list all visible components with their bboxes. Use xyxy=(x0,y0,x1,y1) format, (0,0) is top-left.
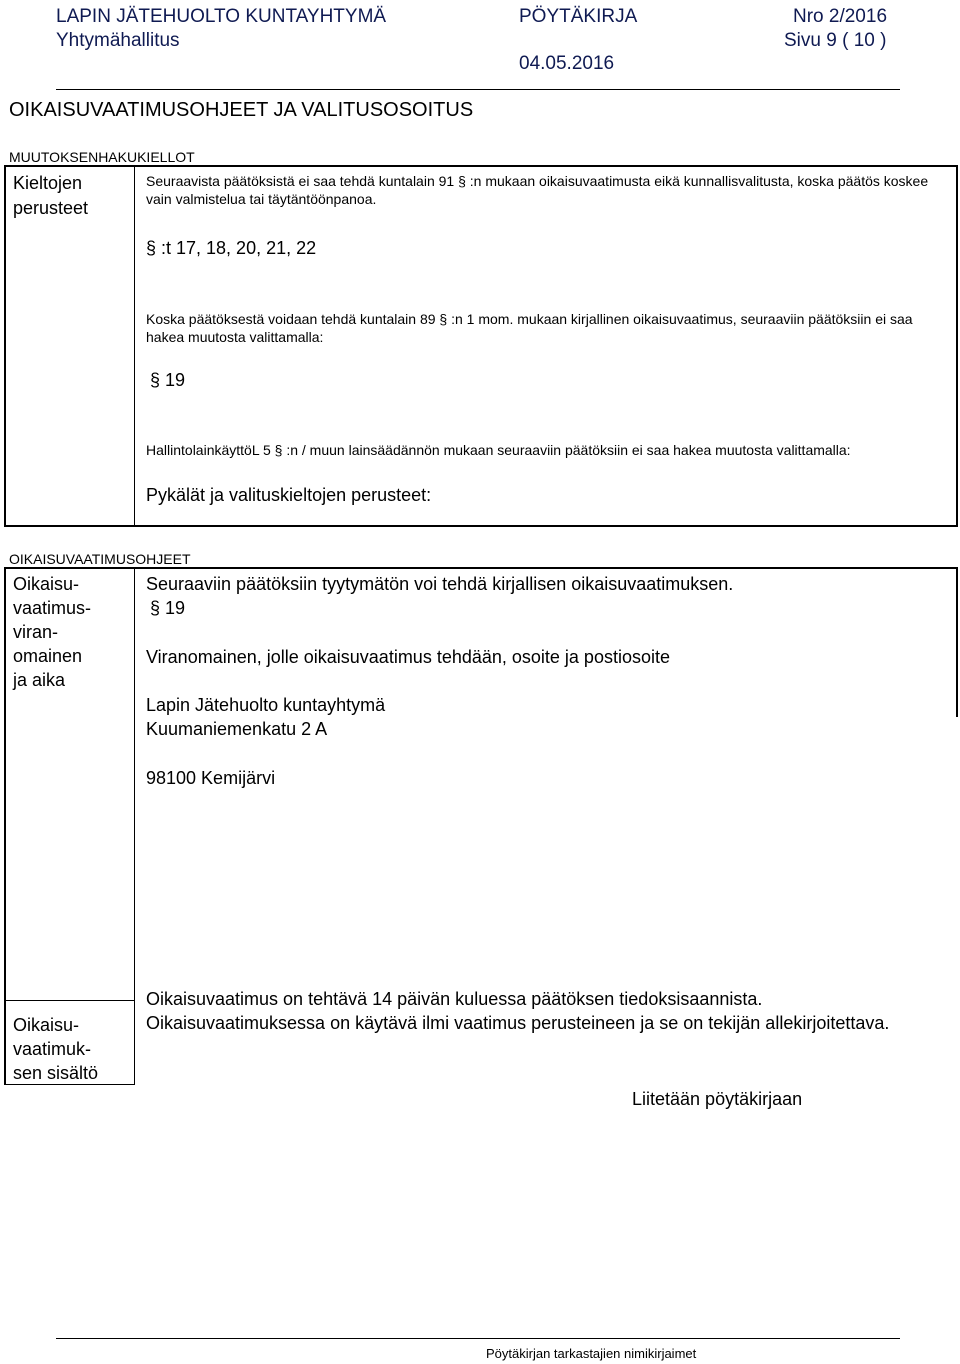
instructions-side-label-1-line-3: viran- xyxy=(13,622,59,642)
instructions-row-divider xyxy=(4,1000,135,1001)
document-number: Nro 2/2016 xyxy=(793,6,888,27)
instructions-side-label-2-line-2: vaatimuk- xyxy=(13,1039,92,1059)
restrictions-box xyxy=(4,165,958,527)
restrictions-heading: MUUTOKSENHAKUKIELLOT xyxy=(9,149,195,165)
document-date: 04.05.2016 xyxy=(519,53,615,74)
instructions-side-label-1-line-5: ja aika xyxy=(13,670,66,690)
instructions-line-2: § 19 xyxy=(150,598,186,618)
signature-label: Pöytäkirjan tarkastajien nimikirjaimet xyxy=(486,1346,697,1361)
restrictions-column-divider xyxy=(134,167,135,525)
instructions-right-border xyxy=(956,567,958,717)
instructions-column-divider xyxy=(134,569,135,1085)
attach-note: Liitetään pöytäkirjaan xyxy=(632,1089,803,1109)
content-paragraph-1: Oikaisuvaatimus on tehtävä 14 päivän kuluessa päätöksen tiedoksisaannista. xyxy=(146,989,763,1009)
page-number: Sivu 9 ( 10 ) xyxy=(784,30,887,51)
instructions-line-3: Viranomainen, jolle oikaisuvaatimus tehdään, osoite ja postiosoite xyxy=(146,647,670,667)
address-line-3: 98100 Kemijärvi xyxy=(146,768,276,788)
address-line-1: Lapin Jätehuolto kuntayhtymä xyxy=(146,695,386,715)
restrictions-side-label-2: perusteet xyxy=(13,198,89,218)
instructions-left-border xyxy=(4,567,6,1085)
organization-name: LAPIN JÄTEHUOLTO KUNTAYHTYMÄ xyxy=(56,6,387,27)
restrictions-paragraph-1: Seuraavista päätöksistä ei saa tehdä kuntalain 91 § :n mukaan oikaisuvaatimusta eikä kunnallisvalitusta, koska päätös koskee vain valmistelua tai täytäntöönpanoa. xyxy=(146,173,929,207)
instructions-side-label-2-line-1: Oikaisu- xyxy=(13,1015,80,1035)
address-line-2: Kuumaniemenkatu 2 A xyxy=(146,719,328,739)
instructions-side-label-1-line-1: Oikaisu- xyxy=(13,574,80,594)
document-type: PÖYTÄKIRJA xyxy=(519,6,638,27)
instructions-heading: OIKAISUVAATIMUSOHJEET xyxy=(9,551,191,567)
restrictions-sections-2: § 19 xyxy=(150,370,186,390)
restrictions-paragraph-2: Koska päätöksestä voidaan tehdä kuntalain 89 § :n 1 mom. mukaan kirjallinen oikaisuvaatimus, seuraaviin päätöksiin ei saa hakea muutosta valittamalla: xyxy=(146,311,913,345)
restrictions-paragraph-3: HallintolainkäyttöL 5 § :n / muun lainsäädännön mukaan seuraaviin päätöksiin ei saa hakea muutosta valittamalla: xyxy=(146,442,851,458)
restrictions-side-label-1: Kieltojen xyxy=(13,173,83,193)
body-name: Yhtymähallitus xyxy=(56,30,180,51)
instructions-side-label-1-line-4: omainen xyxy=(13,646,83,666)
restrictions-sections-1: § :t 17, 18, 20, 21, 22 xyxy=(146,238,317,258)
restrictions-paragraph-4: Pykälät ja valituskieltojen perusteet: xyxy=(146,485,432,505)
instructions-side-label-1-line-2: vaatimus- xyxy=(13,598,92,618)
page-title: OIKAISUVAATIMUSOHJEET JA VALITUSOSOITUS xyxy=(9,99,474,121)
instructions-side-label-2-line-3: sen sisältö xyxy=(13,1063,99,1083)
content-paragraph-2: Oikaisuvaatimuksessa on käytävä ilmi vaatimus perusteineen ja se on tekijän allekirjoitettava. xyxy=(146,1013,890,1033)
header-divider xyxy=(56,89,900,90)
instructions-line-1: Seuraaviin päätöksiin tyytymätön voi tehdä kirjallisen oikaisuvaatimuksen. xyxy=(146,574,734,594)
footer-divider xyxy=(56,1338,900,1339)
